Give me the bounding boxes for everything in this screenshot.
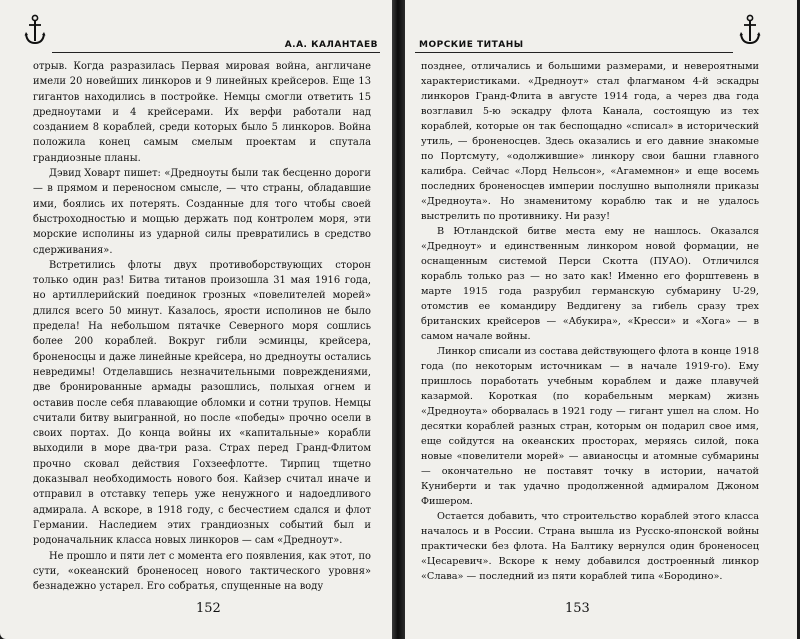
paragraph: Линкор списали из состава действующего флота в конце 1918 года (по некоторым источникам — в начале 1919-го). Ему пришлось поработать учебным кораблем и даже плавучей казармой. Короткая (по корабельным меркам) жизнь «Дредноута» оборвалась в 1921 году — гигант ушел на слом. Но десятки кораблей разных стран, которым он подарил свое имя, еще сойдутся на океанских просторах, меряясь силой, пока новые «повелители морей» — авианосцы и атомные субмарины — окончательно не поставят точку в истории, начатой Куниберти и так удачно продолженной адмиралом Джоном Фишером. — [421, 346, 759, 507]
paragraph: Остается добавить, что строительство кораблей этого класса началось и в России. Страна вышла из Русско-японской войны практически без флота. На Балтику вернулся один броненосец «Цесаревич». Вскоре к нему добавился достроенный линкор «Слава» — последний из пяти кораблей типа «Бородино». — [421, 511, 759, 582]
anchor-icon — [739, 14, 761, 46]
page-number: 153 — [565, 601, 590, 616]
header-rule — [52, 52, 380, 53]
paragraph: Не прошло и пяти лет с момента его появления, как этот, по сути, «океанский броненосец нового тактического уровня» безнадежно устарел. Его собратья, спущенные на воду — [33, 550, 371, 593]
anchor-icon — [24, 14, 46, 46]
paragraph: В Ютландской битве места ему не нашлось. Оказался «Дредноут» и единственным линкором новой формации, не оснащенным системой Перси Скотта (ПУАО). Отличился корабль только раз — но зато как! Именно его форштевень в марте 1915 года разрубил германскую субмарину U-29, отомстив ее командиру Веддигену за гибель сразу трех британских крейсеров — «Абукира», «Кресси» и «Хога» — в самом начале войны. — [421, 226, 759, 342]
left-page — [0, 0, 392, 639]
right-page — [405, 0, 797, 639]
running-head: А.А. КАЛАНТАЕВ — [284, 40, 378, 50]
paragraph: Встретились флоты двух противоборствующих сторон только один раз! Битва титанов произошла 31 мая 1916 года, но артиллерийский поединок грозных «повелителей морей» длился всего 50 минут. Казалось, ярости исполинов не было предела! На небольшом пятачке Северного моря сошлись более 200 кораблей. Вокруг гибли эсминцы, крейсера, броненосцы и даже линейные крейсера, но дредноуты остались невредимы! Отделавшись незначительными повреждениями, две бронированные армады разошлись, полыхая огнем и оставив после себя плавающие обломки и сотни трупов. Немцы считали битву выигранной, но после «победы» прочно осели в своих портах. До конца войны их «капитальные» корабли выходили в море два-три раза. Страх перед Гранд-Флитом прочно сковал действия Гохзеефлотте. Тирпиц тщетно доказывал необходимость нового боя. Кайзер считал иначе и отправил в отставку теперь уже ненужного и надоедливого адмирала. А вскоре, в 1918 году, с бесчестием сдался и флот Германии. Наследием этих грандиозных событий был и родоначальник класса новых линкоров — сам «Дредноут». — [33, 259, 371, 547]
paragraph: позднее, отличались и большими размерами, и невероятными характеристиками. «Дредноут» стал флагманом 4-й эскадры линкоров Гранд-Флита в августе 1914 года, а через два года возглавил 5-ю эскадру флота Канала, состоящую из тех кораблей, которые он так беспощадно «списал» в исторический утиль, — броненосцев. Здесь оказались и его давние знакомые по Портсмуту, «одолжившие» линкору свои башни главного калибра. Сейчас «Лорд Нельсон», «Агамемнон» и еще восемь последних броненосцев империи послушно выполняли приказы «Дредноута». Но знаменитому кораблю так и не удалось выстрелить по противнику. Ни разу! — [421, 61, 759, 222]
running-head: МОРСКИЕ ТИТАНЫ — [419, 40, 524, 50]
header-rule — [415, 52, 733, 53]
body-text — [421, 59, 759, 584]
page-number: 152 — [196, 601, 221, 616]
body-text — [33, 59, 371, 594]
paragraph: Дэвид Ховарт пишет: «Дредноуты были так бесценно дороги — в прямом и переносном смысле, — что страны, обладавшие ими, боялись их потерять. Созданные для того чтобы своей быстроходностью и мощью держать под контролем моря, эти морские исполины из ударной силы превратились в средство сдерживания». — [33, 168, 371, 256]
paragraph: отрыв. Когда разразилась Первая мировая война, англичане имели 20 новейших линкоров и 9 линейных крейсеров. Еще 13 гигантов находились в постройке. Немцы смогли ответить 15 дредноутами и 4 крейсерами. Их верфи работали над созданием 8 кораблей, среди которых было 5 линкоров. Война положила конец самым смелым проектам и спутала грандиозные планы. — [33, 61, 371, 164]
book-gutter — [392, 0, 405, 639]
